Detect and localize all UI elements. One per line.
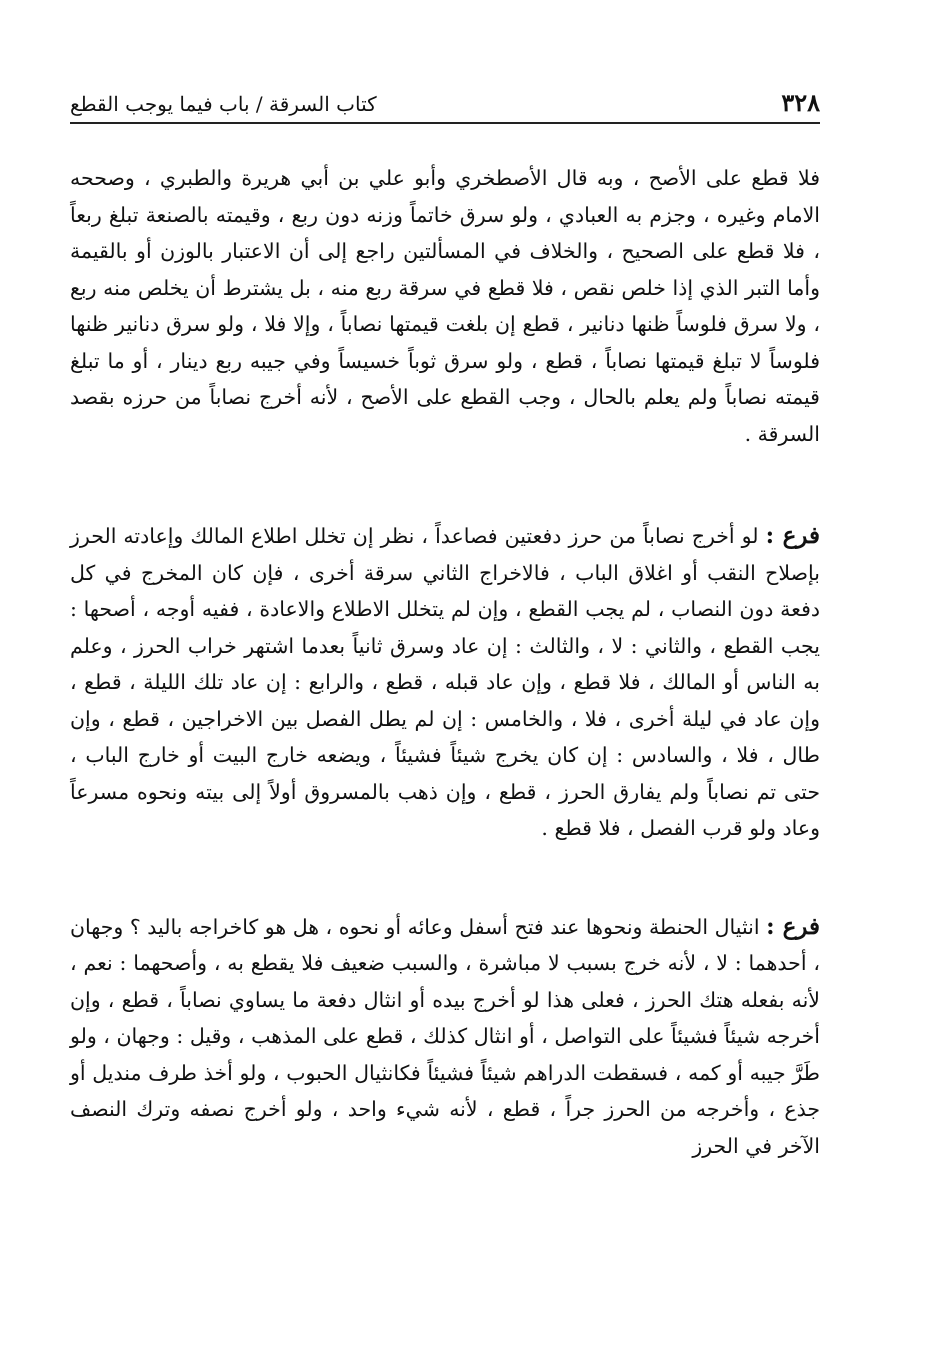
paragraph-1: [70, 160, 820, 452]
paragraph-2: [70, 518, 820, 847]
page-header: [70, 88, 820, 124]
page-number: ٣٢٨: [781, 88, 820, 117]
page-body: [70, 160, 820, 1164]
paragraph-2-text: لو أخرج نصاباً من حرز دفعتين فصاعداً ، نظر إن تخلل اطلاع المالك وإعادته الحرز بإصلاح النقب أو اغلاق الباب ، فالاخراج الثاني سرقة أخرى ، فإن كان المخرج في كل دفعة دون النصاب ، لم يجب القطع ، وإن لم يتخلل الاطلاع والاعادة ، ففيه أوجه ، أصحها : يجب القطع ، والثاني : لا ، والثالث : إن عاد وسرق ثانياً بعدما اشتهر خراب الحرز ، وعلم به الناس أو المالك ، فلا قطع ، وإن عاد قبله ، قطع ، والرابع : إن عاد تلك الليلة ، قطع ، وإن عاد في ليلة أخرى ، فلا ، والخامس : إن لم يطل الفصل بين الاخراجين ، قطع ، وإن طال ، فلا ، والسادس : إن كان يخرج شيئاً فشيئاً ، ويضعه خارج البيت أو خارج الباب ، حتى تم نصاباً ولم يفارق الحرز ، قطع ، وإن ذهب بالمسروق أولاً إلى بيته ونحوه مسرعاً وعاد ولو قرب الفصل ، فلا قطع .: [70, 524, 820, 840]
paragraph-3-text: انثيال الحنطة ونحوها عند فتح أسفل وعائه أو نحوه ، هل هو كاخراجه باليد ؟ وجهان ، أحدهما : لا ، لأنه خرج بسبب لا مباشرة ، والسبب ضعيف فلا يقطع به ، وأصحهما : نعم ، لأنه بفعله هتك الحرز ، فعلى هذا لو أخرج بيده أو انثال دفعة ما يساوي نصاباً ، قطع ، وإن أخرجه شيئاً فشيئاً على التواصل ، أو انثال كذلك ، قطع على المذهب ، وقيل : وجهان ، ولو طَرَّ جيبه أو كمه ، فسقطت الدراهم شيئاً فشيئاً فكانثيال الحبوب ، ولو أخذ طرف منديل أو جذع ، وأخرجه من الحرز جراً ، قطع ، لأنه شيء واحد ، ولو أخرج نصفه وترك النصف الآخر في الحرز: [70, 914, 820, 1158]
paragraph-3-label: فرع :: [766, 912, 820, 940]
paragraph-3: [70, 909, 820, 1165]
paragraph-2-label: فرع :: [765, 522, 820, 549]
book-page: [70, 88, 820, 1328]
paragraph-1-text: فلا قطع على الأصح ، وبه قال الأصطخري وأبو علي بن أبي هريرة والطبري ، وصححه الامام وغيره ، وجزم به العبادي ، ولو سرق خاتماً وزنه دون ربع ، وقيمته بالصنعة تبلغ ربعاً ، فلا قطع على الصحيح ، والخلاف في المسألتين راجع إلى أن الاعتبار بالوزن أو بالقيمة وأما التبر الذي إذا خلص نقص ، فلا قطع في سرقة ربع منه ، بل يشترط أن يخلص منه ربع ، ولا سرق فلوساً ظنها دنانير ، قطع إن بلغت قيمتها نصاباً ، وإلا فلا ، ولو سرق دنانير ظنها فلوساً لا تبلغ قيمتها نصاباً ، قطع ، ولو سرق ثوباً خسيساً وفي جيبه ربع دينار ، أو ما تبلغ قيمته نصاباً ولم يعلم بالحال ، وجب القطع على الأصح ، لأنه أخرج نصاباً من حرزه بقصد السرقة .: [70, 166, 820, 446]
running-title: كتاب السرقة / باب فيما يوجب القطع: [70, 92, 377, 116]
